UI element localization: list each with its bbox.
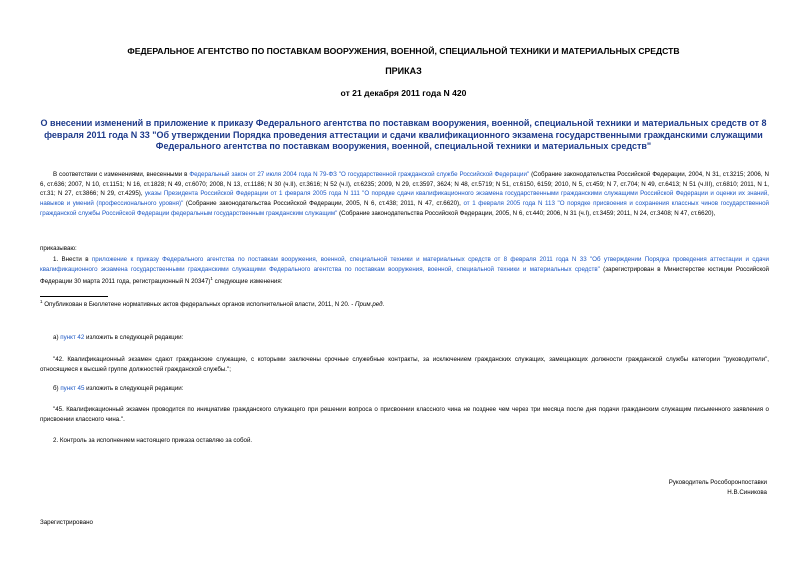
item-b-paragraph bbox=[40, 384, 769, 394]
item-b-suffix: изложить в следующей редакции: bbox=[84, 385, 184, 392]
document-type: ПРИКАЗ bbox=[385, 66, 422, 76]
item-2-paragraph: 2. Контроль за исполнением настоящего приказа оставляю за собой. bbox=[53, 437, 253, 444]
preamble-text-3: (Собрание законодательства Российской Федерации, 2005, N 6, ст.438; 2011, N 47, ст.6620), bbox=[183, 200, 464, 208]
document-title: О внесении изменений в приложение к приказу Федерального агентства по поставкам вооружения, военной, специальной техники и материальных средств от 8 февраля 2011 года N 33 "Об утверждении Порядка проведения аттестации и сдачи квалификационного экзамена государственными гражданскими служащими Федерального агентства по поставкам вооружения, военной, специальной техники и материальных средств" bbox=[40, 118, 767, 151]
signatory-name: Н.В.Синикова bbox=[727, 489, 767, 496]
footnote-number: 1 bbox=[40, 299, 43, 304]
preamble-text-2: (Собрание законодательства Российской Федерации, 2004, N 31, ст.3215; 2006, N 6, ст.636; 2007, N 10, ст.1151; N 16, ст.1828; N 49, ст.6070; 2008, N 13, ст.1186; N 30 (ч.II), ст.3616; N 52 (ч.I), ст.6235; 2009, N 29, ст.3597, 3624; N 48, ст.5719; N 51, ст.6150, 6159; 2010, N 5, ст.459; N 7, ст.704; N 49, ст.6413; N 51 (ч.III), ст.6810; 2011, N 1, ст.31; N 27, ст.3866; N 29, ст.4295), bbox=[40, 171, 769, 198]
order-word: приказываю: bbox=[40, 245, 77, 252]
footnote bbox=[40, 299, 384, 308]
preamble-text-1: В соответствии с изменениями, внесенными в bbox=[53, 171, 190, 178]
item-1-text-2: (зарегистрирован в Министерстве юстиции Российской Федерации 30 марта 2011 года, регистрационный N 20347) bbox=[40, 265, 770, 286]
federal-law-link[interactable]: Федеральный закон от 27 июля 2004 года N 79-ФЗ "О государственной гражданской службе Российской Федерации" bbox=[189, 171, 530, 178]
registration-note: Зарегистрировано bbox=[40, 519, 93, 526]
item-a-prefix: а) bbox=[53, 334, 61, 341]
agency-name: ФЕДЕРАЛЬНОЕ АГЕНТСТВО ПО ПОСТАВКАМ ВООРУЖЕНИЯ, ВОЕННОЙ, СПЕЦИАЛЬНОЙ ТЕХНИКИ И МАТЕРИАЛЬНЫХ СРЕДСТВ bbox=[127, 46, 680, 56]
clause-42-text: "42. Квалификационный экзамен сдают гражданские служащие, с которыми заключены срочные служебные контракты, за исключением гражданских служащих, замещающих должности гражданской службы категории "руководители", относящиеся к высшей группе должностей гражданской службы."; bbox=[40, 356, 769, 373]
item-b-prefix: б) bbox=[53, 385, 61, 392]
clause-42-link[interactable]: пункт 42 bbox=[60, 334, 85, 341]
signature-block bbox=[669, 478, 767, 498]
clause-45-link[interactable]: пункт 45 bbox=[60, 385, 85, 392]
footnote-text: Опубликован в Бюллетене нормативных актов федеральных органов исполнительной власти, 2011, N 20. - bbox=[42, 301, 356, 309]
preamble-paragraph bbox=[40, 170, 769, 219]
item-1-text-3: следующие изменения: bbox=[212, 278, 283, 286]
presidential-decree-113-link[interactable]: от 1 февраля 2005 года N 113 "О порядке присвоения и сохранения классных чинов государственной гражданской службы Российской Федерации федеральным государственным гражданским служащим" bbox=[40, 200, 769, 217]
footnote-divider bbox=[40, 296, 108, 297]
clause-45-text: "45. Квалификационный экзамен проводится по инициативе гражданского служащего при решении вопроса о присвоении классного чина не позднее чем через три месяца после дня подачи гражданским служащим письменного заявления о присвоении классного чина.". bbox=[40, 406, 769, 423]
footnote-marker: 1 bbox=[210, 276, 213, 282]
item-a-paragraph bbox=[40, 333, 769, 343]
item-a-suffix: изложить в следующей редакции: bbox=[84, 334, 184, 341]
document-date: от 21 декабря 2011 года N 420 bbox=[340, 88, 467, 98]
item-1-paragraph bbox=[40, 255, 769, 287]
presidential-decree-111-link[interactable]: указы Президента Российской Федерации от 1 февраля 2005 года N 111 "О порядке сдачи квалификационного экзамена государственными гражданскими служащими Российской Федерации и оценки их знаний, навыков и умений (профессионального уровня)" bbox=[40, 190, 769, 208]
item-1-text-1: 1. Внести в bbox=[53, 256, 92, 263]
order-33-appendix-link[interactable]: приложение к приказу Федерального агентства по поставкам вооружения, военной, специальной техники и материальных средств от 8 февраля 2011 года N 33 "Об утверждении Порядка проведения аттестации и сдачи квалификационного экзамена государственными гражданскими служащими Федерального агентства по поставкам вооружения, военной, специальной техники и материальных средств" bbox=[40, 256, 769, 273]
footnote-editor-note: Прим.ред. bbox=[355, 301, 385, 309]
signatory-position: Руководитель Рособоронпоставки bbox=[668, 479, 767, 486]
preamble-text-4: (Собрание законодательства Российской Федерации, 2005, N 6, ст.440; 2006, N 31 (ч.I), ст.3459; 2011, N 24, ст.3408; N 47, ст.6620), bbox=[337, 209, 716, 217]
